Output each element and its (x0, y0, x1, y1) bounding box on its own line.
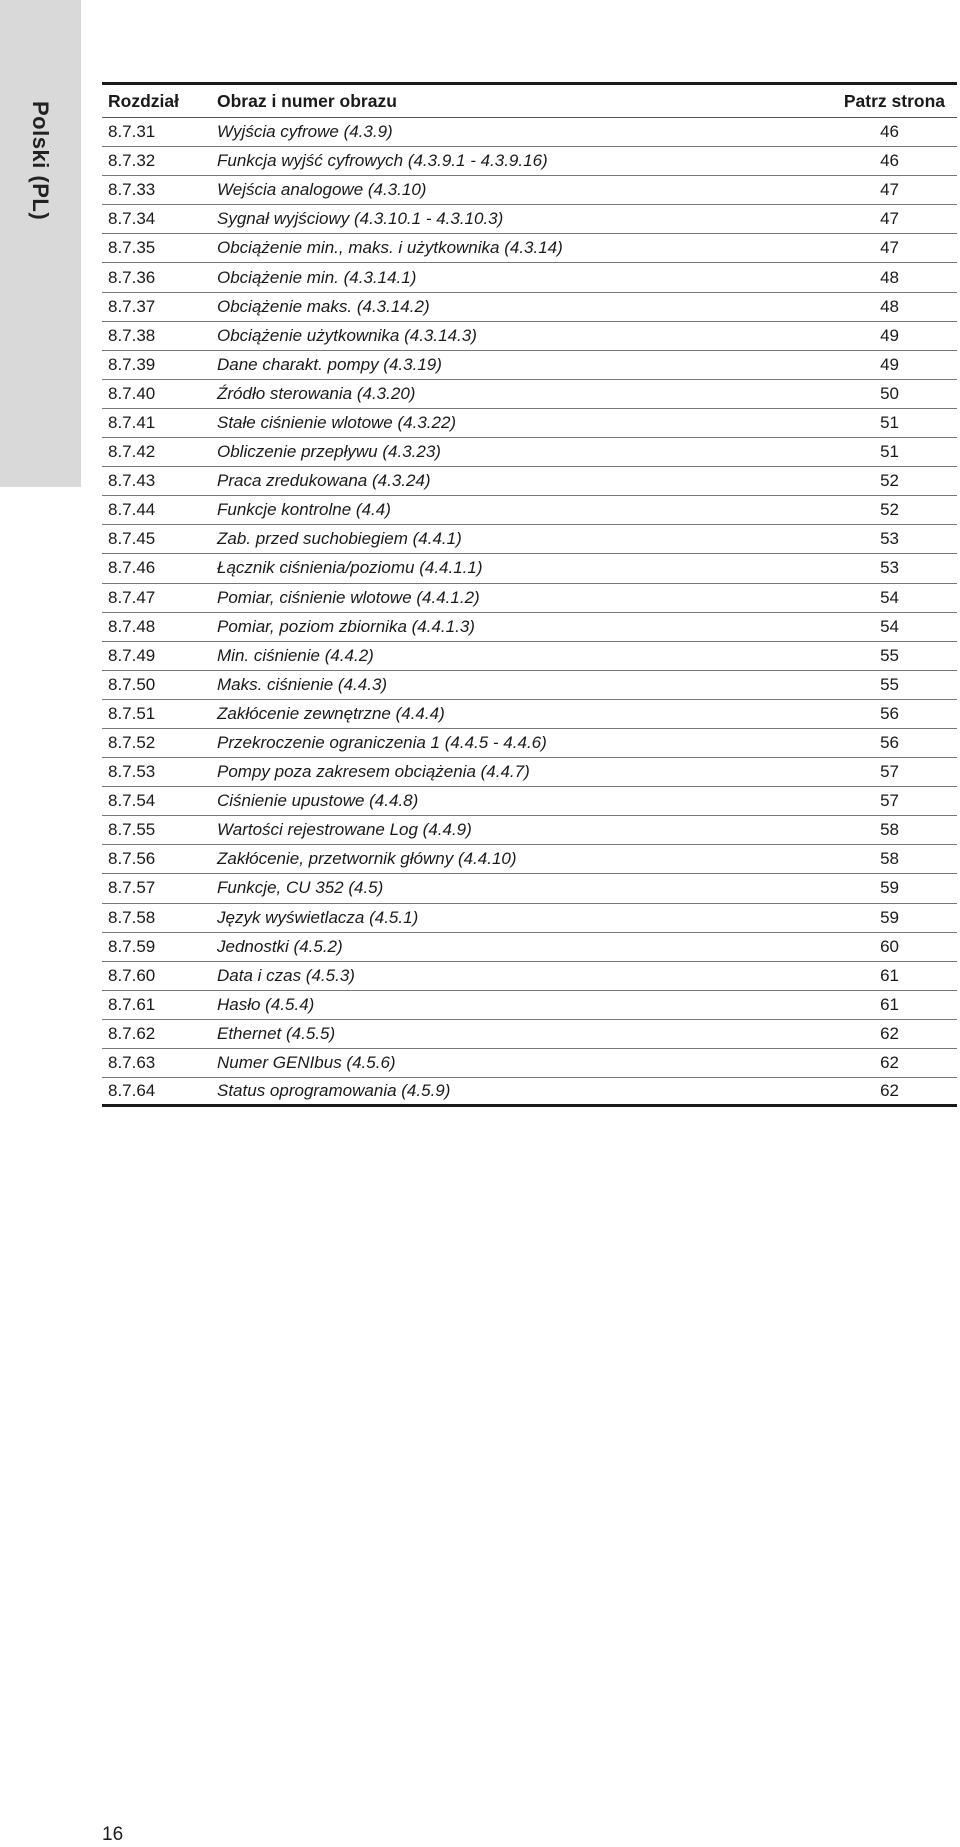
table-row (102, 118, 957, 147)
row-page: 52 (880, 471, 899, 491)
row-chapter: 8.7.51 (108, 703, 156, 723)
row-page: 51 (880, 412, 899, 432)
table-row (102, 904, 957, 933)
row-title: Data i czas (4.5.3) (217, 965, 355, 985)
row-chapter: 8.7.52 (108, 733, 156, 753)
row-chapter: 8.7.34 (108, 209, 156, 229)
row-page: 59 (880, 878, 899, 898)
row-page: 59 (880, 907, 899, 927)
header-chapter: Rozdział (108, 90, 179, 111)
table-row (102, 380, 957, 409)
table-row (102, 351, 957, 380)
row-page: 47 (880, 238, 899, 258)
row-page: 62 (880, 1023, 899, 1043)
row-chapter: 8.7.32 (108, 151, 156, 171)
row-page: 62 (880, 1081, 899, 1101)
row-page: 56 (880, 733, 899, 753)
row-page: 55 (880, 674, 899, 694)
row-page: 58 (880, 849, 899, 869)
row-title: Pomiar, poziom zbiornika (4.4.1.3) (217, 616, 475, 636)
row-page: 53 (880, 529, 899, 549)
row-chapter: 8.7.63 (108, 1053, 156, 1073)
row-title: Przekroczenie ograniczenia 1 (4.4.5 - 4.4.6) (217, 733, 547, 753)
row-title: Zab. przed suchobiegiem (4.4.1) (217, 529, 462, 549)
row-title: Wejścia analogowe (4.3.10) (217, 180, 427, 200)
table-row (102, 700, 957, 729)
table-row (102, 1078, 957, 1107)
row-title: Zakłócenie, przetwornik główny (4.4.10) (217, 849, 517, 869)
table-row (102, 613, 957, 642)
row-page: 57 (880, 791, 899, 811)
row-page: 46 (880, 151, 899, 171)
row-page: 48 (880, 296, 899, 316)
table-row (102, 263, 957, 292)
row-chapter: 8.7.45 (108, 529, 156, 549)
row-title: Obciążenie min., maks. i użytkownika (4.3.14) (217, 238, 563, 258)
row-chapter: 8.7.40 (108, 383, 156, 403)
table-row (102, 176, 957, 205)
table-row (102, 525, 957, 554)
table-row (102, 642, 957, 671)
row-title: Hasło (4.5.4) (217, 994, 315, 1014)
row-chapter: 8.7.58 (108, 907, 156, 927)
table-row (102, 874, 957, 903)
table-row (102, 1049, 957, 1078)
row-chapter: 8.7.47 (108, 587, 156, 607)
row-chapter: 8.7.41 (108, 412, 156, 432)
row-page: 50 (880, 383, 899, 403)
row-page: 57 (880, 762, 899, 782)
table-row (102, 409, 957, 438)
row-chapter: 8.7.61 (108, 994, 156, 1014)
row-chapter: 8.7.64 (108, 1081, 156, 1101)
table-row (102, 322, 957, 351)
row-title: Stałe ciśnienie wlotowe (4.3.22) (217, 412, 457, 432)
table-row (102, 962, 957, 991)
row-chapter: 8.7.37 (108, 296, 156, 316)
table-row (102, 758, 957, 787)
row-chapter: 8.7.42 (108, 442, 156, 462)
row-title: Obciążenie min. (4.3.14.1) (217, 267, 417, 287)
row-title: Praca zredukowana (4.3.24) (217, 471, 431, 491)
row-title: Obciążenie maks. (4.3.14.2) (217, 296, 430, 316)
table-row (102, 584, 957, 613)
row-page: 54 (880, 587, 899, 607)
row-title: Maks. ciśnienie (4.4.3) (217, 674, 388, 694)
header-page: Patrz strona (843, 90, 945, 111)
row-chapter: 8.7.36 (108, 267, 156, 287)
row-chapter: 8.7.33 (108, 180, 156, 200)
table-row (102, 1020, 957, 1049)
table-row (102, 671, 957, 700)
row-page: 55 (880, 645, 899, 665)
row-title: Ethernet (4.5.5) (217, 1023, 336, 1043)
row-title: Źródło sterowania (4.3.20) (217, 383, 416, 403)
row-title: Pomiar, ciśnienie wlotowe (4.4.1.2) (217, 587, 480, 607)
toc-header-row (102, 82, 957, 118)
table-row (102, 933, 957, 962)
page-number: 16 (102, 1824, 124, 1845)
row-title: Funkcja wyjść cyfrowych (4.3.9.1 - 4.3.9.16) (217, 151, 548, 171)
row-title: Min. ciśnienie (4.4.2) (217, 645, 374, 665)
row-title: Obciążenie użytkownika (4.3.14.3) (217, 325, 477, 345)
row-title: Pompy poza zakresem obciążenia (4.4.7) (217, 762, 530, 782)
table-row (102, 234, 957, 263)
table-row (102, 816, 957, 845)
row-chapter: 8.7.35 (108, 238, 156, 258)
row-page: 46 (880, 122, 899, 142)
row-chapter: 8.7.49 (108, 645, 156, 665)
row-chapter: 8.7.48 (108, 616, 156, 636)
row-title: Funkcje kontrolne (4.4) (217, 500, 391, 520)
table-row (102, 787, 957, 816)
table-row (102, 554, 957, 583)
table-of-contents (102, 82, 957, 1107)
row-page: 61 (880, 994, 899, 1014)
row-chapter: 8.7.57 (108, 878, 156, 898)
row-chapter: 8.7.43 (108, 471, 156, 491)
row-chapter: 8.7.39 (108, 354, 156, 374)
row-title: Zakłócenie zewnętrzne (4.4.4) (217, 703, 445, 723)
table-row (102, 991, 957, 1020)
row-chapter: 8.7.38 (108, 325, 156, 345)
row-title: Sygnał wyjściowy (4.3.10.1 - 4.3.10.3) (217, 209, 504, 229)
row-title: Wartości rejestrowane Log (4.4.9) (217, 820, 472, 840)
row-page: 47 (880, 180, 899, 200)
row-page: 47 (880, 209, 899, 229)
header-title: Obraz i numer obrazu (217, 90, 397, 111)
row-chapter: 8.7.54 (108, 791, 156, 811)
row-chapter: 8.7.55 (108, 820, 156, 840)
row-chapter: 8.7.44 (108, 500, 156, 520)
row-title: Status oprogramowania (4.5.9) (217, 1081, 451, 1101)
row-page: 52 (880, 500, 899, 520)
row-chapter: 8.7.62 (108, 1023, 156, 1043)
row-title: Wyjścia cyfrowe (4.3.9) (217, 122, 393, 142)
row-page: 62 (880, 1053, 899, 1073)
row-title: Jednostki (4.5.2) (217, 936, 343, 956)
language-label: Polski (PL) (28, 101, 53, 221)
row-chapter: 8.7.59 (108, 936, 156, 956)
table-row (102, 467, 957, 496)
table-row (102, 438, 957, 467)
row-title: Obliczenie przepływu (4.3.23) (217, 442, 441, 462)
table-row (102, 496, 957, 525)
row-title: Funkcje, CU 352 (4.5) (217, 878, 384, 898)
row-page: 58 (880, 820, 899, 840)
row-page: 48 (880, 267, 899, 287)
row-chapter: 8.7.56 (108, 849, 156, 869)
row-chapter: 8.7.60 (108, 965, 156, 985)
language-side-tab (0, 0, 81, 487)
row-page: 54 (880, 616, 899, 636)
table-row (102, 293, 957, 322)
row-title: Dane charakt. pompy (4.3.19) (217, 354, 442, 374)
row-title: Język wyświetlacza (4.5.1) (217, 907, 419, 927)
row-page: 56 (880, 703, 899, 723)
row-chapter: 8.7.50 (108, 674, 156, 694)
row-page: 49 (880, 354, 899, 374)
table-row (102, 147, 957, 176)
row-page: 49 (880, 325, 899, 345)
row-page: 61 (880, 965, 899, 985)
row-chapter: 8.7.31 (108, 122, 156, 142)
row-title: Łącznik ciśnienia/poziomu (4.4.1.1) (217, 558, 483, 578)
row-title: Ciśnienie upustowe (4.4.8) (217, 791, 419, 811)
toc-body (102, 118, 957, 1107)
table-row (102, 729, 957, 758)
row-page: 60 (880, 936, 899, 956)
row-page: 51 (880, 442, 899, 462)
row-title: Numer GENIbus (4.5.6) (217, 1053, 396, 1073)
row-page: 53 (880, 558, 899, 578)
table-row (102, 845, 957, 874)
row-chapter: 8.7.53 (108, 762, 156, 782)
row-chapter: 8.7.46 (108, 558, 156, 578)
table-row (102, 205, 957, 234)
